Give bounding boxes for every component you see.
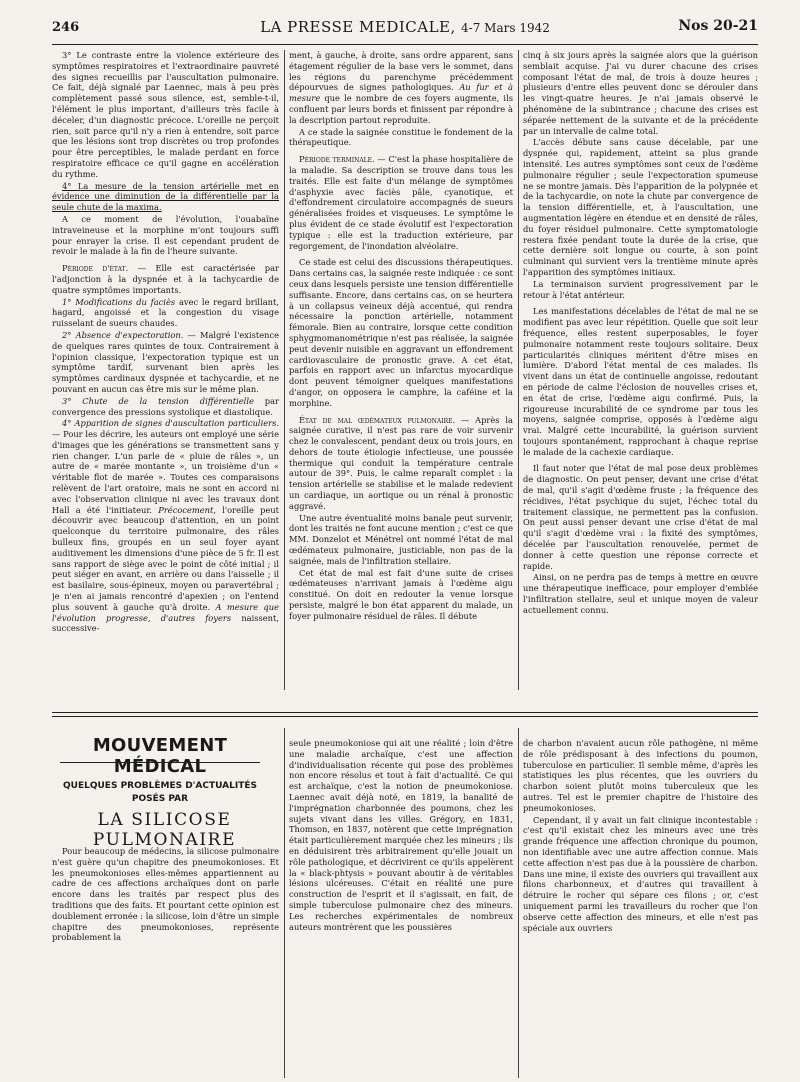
- paragraph: A ce stade la saignée constitue le fondement de la thérapeutique.: [289, 126, 513, 148]
- paragraph: de charbon n'avaient aucun rôle pathogène, ni même de rôle prédisposant à des infections du poumon, tuberculose en particulier. Il semble même, d'après les statistiques les plus récentes, que les ouvriers du charbon soient plutôt moins tuberculeux que les autres. Tel est le premier chapitre de l'histoire des pneumokonioses.: [523, 738, 758, 813]
- column-separator: [284, 728, 285, 1078]
- column-separator: [518, 728, 519, 1078]
- paragraph: Période d'état. — Elle est caractérisée par l'adjonction à la dyspnée et à la tachycardie de quatre symptômes importants.: [52, 263, 279, 295]
- paragraph: 2° Absence d'expectoration. — Malgré l'existence de quelques rares quintes de toux. Contrairement à l'opinion classique, l'expectoration typique est un symptôme tardif, survenant bien après les symptômes cardinaux dyspnée et tachycardie, et ne pouvant en aucun cas être mis sur le même plan.: [52, 329, 279, 394]
- page-number: 246: [52, 20, 80, 35]
- paragraph: cinq à six jours après la saignée alors que la guérison semblait acquise. J'ai vu durer chacune des crises composant l'état de mal, de trois à douze heures ; plusieurs d'entre elles peuvent donc se dérouler dans les vingt-quatre heures. Je n'ai jamais observé le phénomène de la subintrance ; chacune des crises est séparée nettement de la suivante et de la précédente par un intervalle de calme total.: [523, 50, 758, 136]
- paragraph: seule pneumokoniose qui ait une réalité ; loin d'être une maladie archaïque, c'est une affection d'individualisation récente qui pose des problèmes non encore résolus et tout à fait d'actualité. Ce qui est archaïque, c'est la notion de pneumokoniose. Laennec avait déjà noté, en 1819, la banalité de l'imprégnation charbonnée des poumons, chez les sujets vivant dans les villes. Grégory, en 1831, Thomson, en 1837, notèrent que cette imprégnation était particulièrement marquée chez les mineurs ; ils en déduisirent très arbitrairement qu'elle jouait un rôle pathologique, et décrivirent ce qu'ils appelèrent la « black-phtysis » pouvant aboutir à de véritables lésions ulcéreuses. C'était en réalité une pure construction de l'esprit et il s'agissait, en fait, de simple tuberculose pulmonaire chez des mineurs. Les recherches expérimentales de nombreux auteurs montrèrent que les poussières: [289, 738, 513, 932]
- paragraph: 4° Apparition de signes d'auscultation particuliers. — Pour les décrire, les auteurs ont employé une série d'images que les générations se transmettent sans y rien changer. L'un parle de « pluie de râles », un autre de « marée montante », un troisième d'un « véritable flot de marée ». Toutes ces comparaisons relèvent de l'art oratoire, mais ne sont en accord ni avec l'observation clinique ni avec les travaux dont Hall a été l'initiateur. Précocement, l'oreille peut découvrir avec beaucoup d'attention, en un point quelconque du territoire pulmonaire, des râles bulleux fins, groupés en un seul foyer ayant auditivement les dimensions d'une pièce de 5 fr. Il est sans rapport de siège avec le point de côté initial ; il peut siéger en avant, en arrière ou dans l'aisselle ; il est basilaire, sous-épineux, moyen ou paravertébral ; je n'en ai jamais rencontré d'apexien ; on l'entend plus souvent à gauche qu'à droite. A mesure que l'évolution progresse, d'autres foyers naissent, successive-: [52, 418, 279, 634]
- paragraph: A ce moment de l'évolution, l'ouabaïne intraveineuse et la morphine m'ont toujours suffi pour enrayer la crise. Il est cependant prudent de revoir le malade à la fin de l'heure suivante.: [52, 213, 279, 257]
- paragraph: La terminaison survient progressivement par le retour à l'état antérieur.: [523, 278, 758, 300]
- paragraph: Une autre éventualité moins banale peut survenir, dont les traités ne font aucune mention ; c'est ce que MM. Donzelot et Ménétrel ont nommé l'état de mal œdémateux pulmonaire, justiciable, non pas de la saignée, mais de l'infiltration stellaire.: [289, 512, 513, 566]
- article-title: LA SILICOSE PULMONAIRE: [92, 810, 237, 850]
- paragraph: L'accès débute sans cause décelable, par une dyspnée qui, rapidement, atteint sa plus grande intensité. Les autres symptômes sont ceux de l'œdème pulmonaire régulier ; seule l'expectoration spumeuse ne se montre jamais. Dès l'apparition de la polypnée et de la tachycardie, on note la chute par convergence de la tension différentielle, et, à l'auscultation, une augmentation légère en étendue et en densité de râles, du foyer résiduel pulmonaire. Cette symptomatologie restera fixée pendant toute la durée de la crise, que cette dernière soit longue ou courte, à son point culminant qui survient vers la trentième minute après l'apparition des symptômes initiaux.: [523, 137, 758, 277]
- paragraph: État de mal œdémateux pulmonaire. — Après la saignée curative, il n'est pas rare de voir survenir chez le convalescent, pendant deux ou trois jours, en dehors de toute étiologie infectieuse, une poussée thermique qui conduit la température centrale autour de 39°. Puis, le calme reparaît complet : la tension artérielle se stabilise et le malade redevient un cardiaque, un aortique ou un rénal à pronostic aggravé.: [289, 414, 513, 511]
- kicker-line: QUELQUES PROBLÈMES D'ACTUALITÉS: [63, 781, 257, 791]
- paragraph: 4° La mesure de la tension artérielle met en évidence une diminution de la différentielle par la seule chute de la maxima.: [52, 180, 279, 213]
- title-underline: [60, 762, 260, 763]
- column-separator: [284, 50, 285, 690]
- page-header: [52, 18, 758, 44]
- paragraph: Pour beaucoup de médecins, la silicose pulmonaire n'est guère qu'un chapitre des pneumokonioses. Et les pneumokonioses elles-mêmes appartiennent au cadre de ces affections archaïques dont on parle encore dans les traités par respect plus des traditions que des faits. Et pourtant cette opinion est doublement erronée : la silicose, loin d'être un simple chapitre des pneumokonioses, représente probablement la: [52, 846, 279, 943]
- issue-date: 4-7 Mars 1942: [461, 21, 550, 35]
- article-kicker: [60, 780, 260, 806]
- section-title: MOUVEMENT MÉDICAL: [92, 735, 228, 777]
- issue-number: Nos 20-21: [678, 18, 758, 34]
- section-rule: [52, 712, 758, 713]
- paragraph: 1° Modifications du faciès avec le regard brillant, hagard, angoissé et la congestion du visage ruisselant de sueurs chaudes.: [52, 296, 279, 329]
- paragraph: ment, à gauche, à droite, sans ordre apparent, sans étagement régulier de la base vers le sommet, dans les régions du parenchyme précédemment dépourvues de signes pathologiques. Au fur et à mesure que le nombre de ces foyers augmente, ils confluent par leurs bords et finissent par répondre à la description partout reproduite.: [289, 50, 513, 125]
- paragraph: Ce stade est celui des discussions thérapeutiques. Dans certains cas, la saignée reste indiquée : ce sont ceux dans lesquels persiste une tension différentielle suffisante. Encore, dans certains cas, on se heurtera à un collapsus veineux déjà accentué, qui rendra nécessaire la ponction artérielle, notamment fémorale. Bien au contraire, lorsque cette condition sphygmomanométrique n'est pas réalisée, la saignée peut devenir nuisible en aggravant un effondrement cardiovasculaire de pronostic grave. A cet état, parfois en rapport avec un infarctus myocardique dont peuvent témoigner quelques manifestations d'angor, on opposera le camphre, la caféine et la morphine.: [289, 257, 513, 408]
- column-separator: [518, 50, 519, 690]
- journal-name: LA PRESSE MEDICALE,: [260, 18, 456, 36]
- paragraph: Cet état de mal est fait d'une suite de crises œdémateuses n'arrivant jamais à l'œdème aigu constitué. On doit en redouter la venue lorsque persiste, malgré le bon état apparent du malade, un foyer pulmonaire résiduel de râles. Il débute: [289, 567, 513, 621]
- section-heading: Période terminale.: [299, 154, 375, 165]
- kicker-line: POSÉS PAR: [131, 794, 189, 804]
- journal-title: [52, 18, 758, 36]
- bottom-column-1: [52, 846, 279, 1078]
- paragraph: 3° Le contraste entre la violence extérieure des symptômes respiratoires et l'extraordinaire pauvreté des signes recueillis par l'auscultation pulmonaire. Ce fait, déjà signalé par Laennec, mais à peu près complètement passé sous silence, est, semble-t-il, l'élément le plus important, d'ailleurs très facile à déceler, d'un diagnostic précoce. L'oreille ne perçoit rien, soit parce qu'il n'y a rien à entendre, soit parce que les lésions sont trop discrètes ou trop profondes pour être perceptibles, le malade perdant en force respiratoire efficace ce qu'il gagne en accélération du rythme.: [52, 50, 279, 179]
- paragraph: Cependant, il y avait un fait clinique incontestable : c'est qu'il existait chez les mineurs avec une très grande fréquence une affection chronique du poumon, non identifiable avec une autre affection connue. Mais cette affection n'est pas due à la poussière de charbon. Dans une mine, il existe des ouvriers qui travaillent aux filons charbonneux, et d'autres qui travaillent à détruire le rocher qui sépare ces filons ; or, c'est uniquement parmi les travailleurs du rocher que l'on observe cette affection des mineurs, et elle n'est pas spéciale aux ouvriers: [523, 814, 758, 933]
- top-column-2: [289, 50, 513, 690]
- section-heading: État de mal œdémateux pulmonaire.: [299, 414, 456, 425]
- header-rule: [52, 44, 758, 45]
- paragraph: Il faut noter que l'état de mal pose deux problèmes de diagnostic. On peut penser, devant une crise d'état de mal, qu'il s'agit d'œdème fruste ; la fréquence des récidives, l'état psychique du sujet, l'échec total du traitement classique, ne permettent pas la confusion. On peut aussi penser devant une crise d'état de mal qu'il s'agit d'œdème vrai : la fixité des symptômes, décelée par l'auscultation renouvelée, permet de donner à cette question une réponse correcte et rapide.: [523, 463, 758, 571]
- bottom-column-2: [289, 738, 513, 1078]
- paragraph: Période terminale. — C'est la phase hospitalière de la maladie. Sa description se trouve dans tous les traités. Elle est faite d'un mélange de symptômes d'asphyxie avec faciès pâle, cyanotique, et d'effondrement circulatoire accompagnés de sueurs généralisées froides et visqueuses. Le symptôme le plus évident de ce stade évolutif est l'expectoration typique : elle est la traduction extérieure, par regorgement, de l'inondation alvéolaire.: [289, 154, 513, 251]
- top-column-1: [52, 50, 279, 690]
- section-rule: [52, 716, 758, 717]
- paragraph: Ainsi, on ne perdra pas de temps à mettre en œuvre une thérapeutique inefficace, pour employer d'emblée l'infiltration stellaire, seul et unique moyen de valeur actuellement connu.: [523, 572, 758, 615]
- paragraph: Les manifestations décelables de l'état de mal ne se modifient pas avec leur répétition. Quelle que soit leur fréquence, elles restent superposables, le foyer pulmonaire notamment reste toujours solitaire. Deux particularités cliniques méritent d'être mises en lumière. D'abord l'état mental de ces malades. Ils vivent dans un état de continuelle angoisse, redoutant en période de calme l'éclosion de nouvelles crises et, en état de crise, l'œdème aigu confirmé. Puis, la rigoureuse incurabilité de ce syndrome par tous les moyens, saignée comprise, opposés à l'œdème aigu vrai. Malgré cette incurabilité, la guérison survient toujours spontanément, rapprochant à chaque reprise le malade de la cachexie cardiaque.: [523, 306, 758, 457]
- bottom-column-3: [523, 738, 758, 1078]
- paragraph: 3° Chute de la tension différentielle par convergence des pressions systolique et diastolique.: [52, 395, 279, 417]
- section-heading: Période d'état.: [62, 263, 129, 274]
- top-column-3: [523, 50, 758, 690]
